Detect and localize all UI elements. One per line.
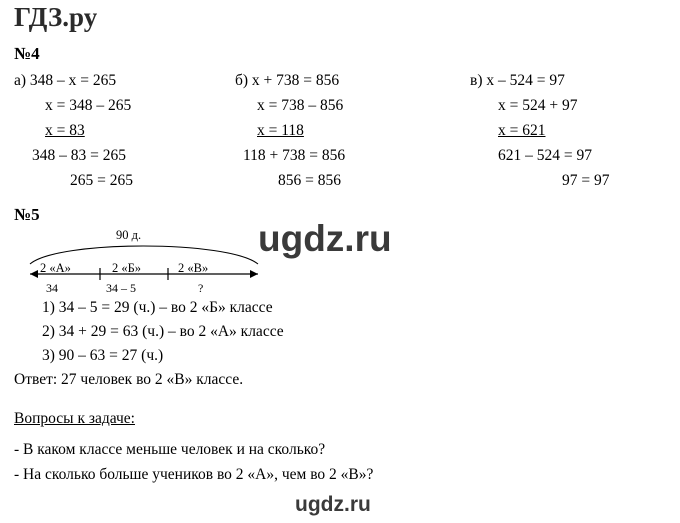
scheme-segment-value: 34 – 5 xyxy=(106,281,136,295)
scheme-segment-label: 2 «А» xyxy=(40,261,71,275)
equation-result: х = 621 xyxy=(498,122,546,139)
solution-step: 3) 90 – 63 = 27 (ч.) xyxy=(42,347,164,364)
equation-line: б) х + 738 = 856 xyxy=(235,72,340,89)
equation-check-result: 97 = 97 xyxy=(562,172,610,189)
site-logo: ГДЗ.ру xyxy=(14,2,98,32)
questions-list xyxy=(14,437,373,487)
equation-line: а) 348 – х = 265 xyxy=(14,72,117,89)
question-item: - В каком классе меньше человек и на сколько? xyxy=(14,441,326,458)
equation-check-result: 265 = 265 xyxy=(70,172,133,189)
scheme-segment-value: 34 xyxy=(46,281,58,295)
task-5-solution xyxy=(14,296,284,368)
scheme-segment-label: 2 «Б» xyxy=(112,261,142,275)
question-item: - На сколько больше учеников во 2 «А», чем во 2 «В»? xyxy=(14,466,374,483)
scheme-segment-label: 2 «В» xyxy=(178,261,209,275)
equation-check: 118 + 738 = 856 xyxy=(243,147,346,164)
segment-scheme-diagram xyxy=(18,228,270,295)
equation-result: х = 118 xyxy=(257,122,304,139)
questions-heading: Вопросы к задаче: xyxy=(14,410,135,427)
task-4-column-v xyxy=(470,68,670,193)
scheme-segment-value: ? xyxy=(198,281,204,295)
equation-line: х = 348 – 265 xyxy=(45,97,132,114)
equation-line: х = 524 + 97 xyxy=(498,97,578,114)
solution-step: 2) 34 + 29 = 63 (ч.) – во 2 «А» классе xyxy=(42,323,284,340)
watermark-bottom: ugdz.ru xyxy=(295,493,371,516)
equation-result: х = 83 xyxy=(45,122,85,139)
solution-step: 1) 34 – 5 = 29 (ч.) – во 2 «Б» классе xyxy=(42,299,273,316)
equation-check-result: 856 = 856 xyxy=(278,172,341,189)
task-5-answer: Ответ: 27 человек во 2 «В» классе. xyxy=(14,371,244,388)
task-4-column-a xyxy=(14,68,224,193)
task-4-column-b xyxy=(235,68,450,193)
scheme-total-label: 90 д. xyxy=(116,228,142,242)
equation-check: 348 – 83 = 265 xyxy=(32,147,126,164)
equation-line: в) х – 524 = 97 xyxy=(470,72,565,89)
task-5-number: №5 xyxy=(14,205,40,224)
watermark-center: ugdz.ru xyxy=(258,218,392,259)
task-4-number: №4 xyxy=(14,44,40,63)
equation-check: 621 – 524 = 97 xyxy=(498,147,592,164)
equation-line: х = 738 – 856 xyxy=(257,97,344,114)
